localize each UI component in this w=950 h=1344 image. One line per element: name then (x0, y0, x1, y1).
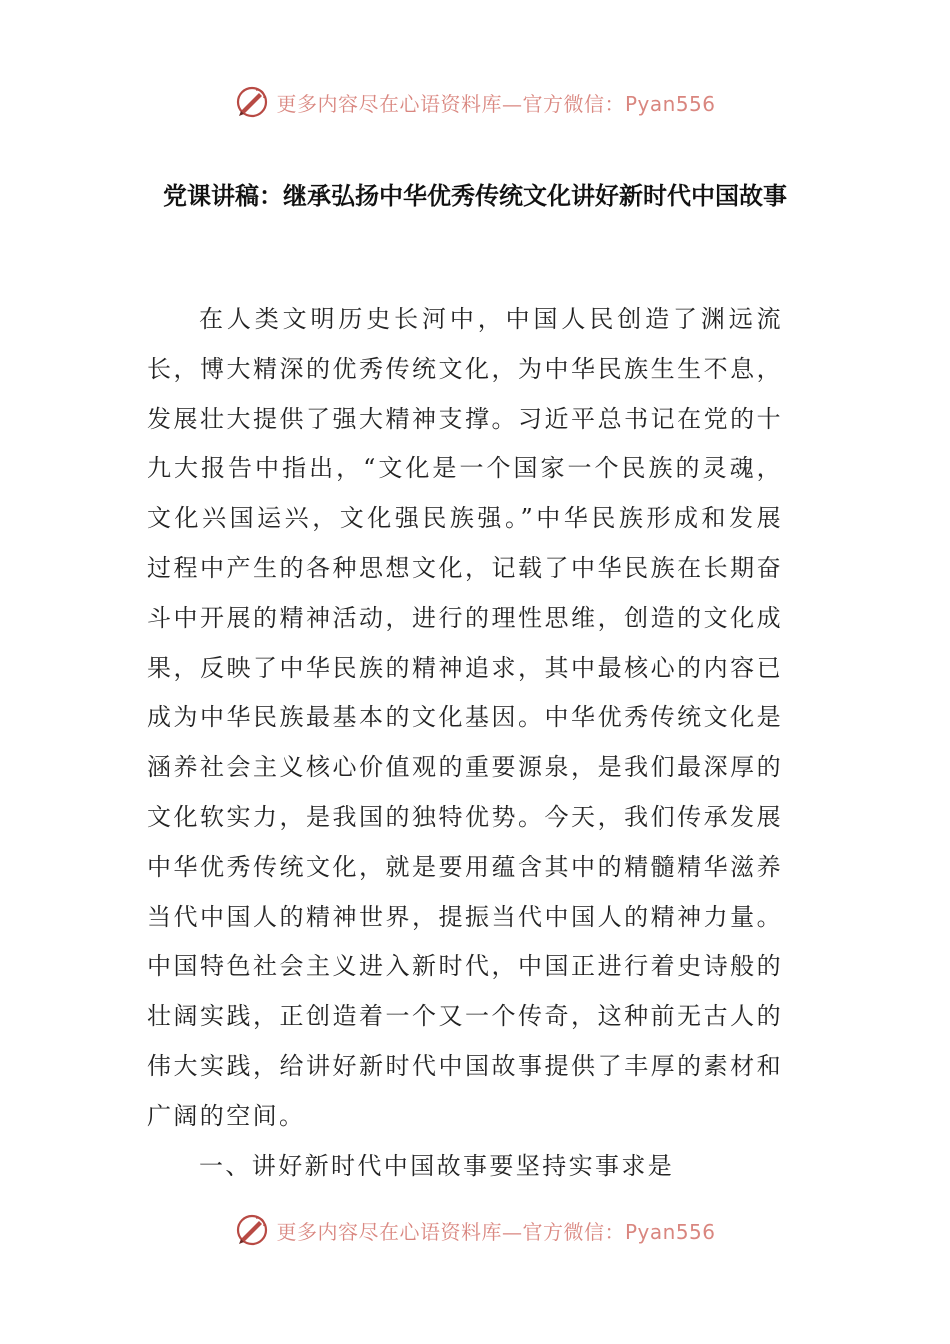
pen-circle-logo-icon (234, 1212, 270, 1248)
document-body (147, 295, 783, 1191)
document-title: 党课讲稿：继承弘扬中华优秀传统文化讲好新时代中国故事 (163, 182, 787, 210)
pen-circle-logo-icon (234, 84, 270, 120)
watermark-handle: Pyan556 (624, 91, 716, 116)
section-heading-1: 一、讲好新时代中国故事要坚持实事求是 (199, 1151, 675, 1180)
watermark-text: 更多内容尽在心语资料库—官方微信：Pyan556 (276, 91, 716, 116)
watermark-footer (0, 1210, 950, 1250)
watermark-handle: Pyan556 (624, 1219, 716, 1244)
watermark-header (0, 82, 950, 122)
paragraph-intro: 在人类文明历史长河中，中国人民创造了渊远流长，博大精深的优秀传统文化，为中华民族生生不息，发展壮大提供了强大精神支撑。习近平总书记在党的十九大报告中指出，“文化是一个国家一个民族的灵魂，文化兴国运兴，文化强民族强。”中华民族形成和发展过程中产生的各种思想文化，记载了中华民族在长期奋斗中开展的精神活动，进行的理性思维，创造的文化成果，反映了中华民族的精神追求，其中最核心的内容已成为中华民族最基本的文化基因。中华优秀传统文化是涵养社会主义核心价值观的重要源泉，是我们最深厚的文化软实力，是我国的独特优势。今天，我们传承发展中华优秀传统文化，就是要用蕴含其中的精髓精华滋养当代中国人的精神世界，提振当代中国人的精神力量。中国特色社会主义进入新时代，中国正进行着史诗般的壮阔实践，正创造着一个又一个传奇，这种前无古人的伟大实践，给讲好新时代中国故事提供了丰厚的素材和广阔的空间。 (147, 305, 783, 1130)
watermark-text: 更多内容尽在心语资料库—官方微信：Pyan556 (276, 1219, 716, 1244)
